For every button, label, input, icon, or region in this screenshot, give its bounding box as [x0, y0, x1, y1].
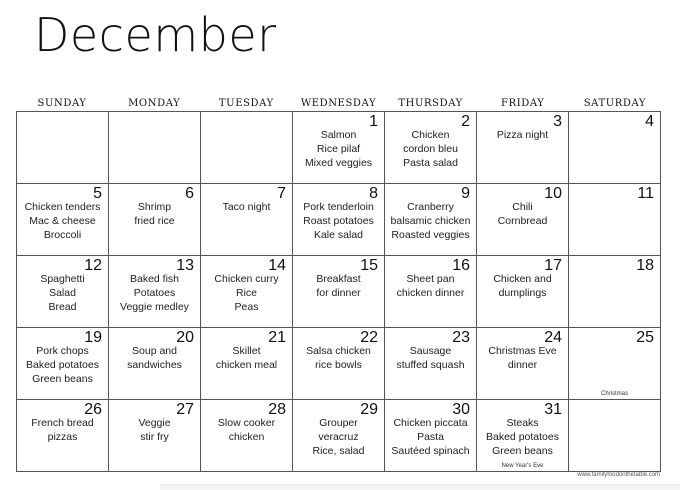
day-cell: [201, 256, 293, 328]
day-cell: [109, 184, 201, 256]
weekday-header-friday: FRIDAY: [501, 98, 545, 109]
day-cell: [201, 184, 293, 256]
meal-text: Christmas Eve dinner: [488, 345, 557, 371]
holiday-label: Christmas: [600, 391, 628, 397]
day-number: 9: [461, 185, 470, 202]
meal-text: Salsa chicken rice bowls: [306, 345, 371, 371]
meal-text: Pork tenderloin Roast potatoes Kale salad: [303, 201, 374, 241]
day-number: 23: [452, 329, 470, 346]
day-number: 21: [268, 329, 286, 346]
page-shadow: [160, 484, 680, 490]
day-cell: [17, 256, 109, 328]
day-number: 15: [360, 257, 378, 274]
day-number: 8: [369, 185, 378, 202]
day-cell: [385, 184, 477, 256]
day-number: 26: [84, 401, 102, 418]
meal-text: Baked fish Potatoes Veggie medley: [120, 273, 189, 313]
weekday-header-saturday: SATURDAY: [583, 98, 647, 109]
meal-text: Cranberry balsamic chicken Roasted veggies: [390, 201, 471, 241]
meal-text: Pizza night: [496, 129, 549, 141]
day-cell: [201, 112, 293, 184]
website-credit: www.familyfoodonthetable.com: [577, 472, 660, 478]
meal-text: Veggie stir fry: [138, 417, 171, 443]
day-number: 19: [84, 329, 102, 346]
meal-text: Chicken and dumplings: [493, 273, 552, 299]
day-number: 13: [176, 257, 194, 274]
day-cell: [17, 112, 109, 184]
day-cell: [569, 328, 661, 400]
weekday-header-thursday: THURSDAY: [398, 98, 463, 109]
weekday-header-sunday: SUNDAY: [37, 98, 87, 109]
day-number: 22: [360, 329, 378, 346]
day-cell: [477, 256, 569, 328]
day-number: 12: [84, 257, 102, 274]
weekday-header-wednesday: WEDNESDAY: [300, 98, 377, 109]
day-number: 30: [452, 401, 470, 418]
day-cell: [293, 184, 385, 256]
day-cell: [569, 256, 661, 328]
meal-text: Spaghetti Salad Bread: [40, 273, 85, 313]
meal-text: Breakfast for dinner: [316, 273, 361, 299]
weekday-header-row: [16, 96, 661, 111]
day-number: 5: [93, 185, 102, 202]
day-number: 18: [636, 257, 654, 274]
meal-text: Shrimp fried rice: [134, 201, 175, 227]
day-cell: [385, 112, 477, 184]
day-number: 3: [553, 113, 562, 130]
meal-text: Skillet chicken meal: [215, 345, 278, 371]
day-cell: [17, 328, 109, 400]
meal-text: Steaks Baked potatoes Green beans: [486, 417, 559, 457]
day-cell: [293, 112, 385, 184]
day-number: 17: [544, 257, 562, 274]
holiday-label: New Year's Eve: [501, 463, 544, 469]
calendar-title: December: [34, 8, 277, 62]
day-cell: [477, 112, 569, 184]
day-cell: [109, 256, 201, 328]
day-cell: [569, 184, 661, 256]
weekday-header-monday: MONDAY: [128, 98, 181, 109]
day-cell: [17, 184, 109, 256]
day-cell: [201, 328, 293, 400]
day-cell: [109, 400, 201, 472]
day-number: 25: [636, 329, 654, 346]
calendar-grid: [16, 96, 661, 472]
meal-text: Salmon Rice pilaf Mixed veggies: [304, 129, 373, 169]
day-number: 27: [176, 401, 194, 418]
day-cell: [477, 184, 569, 256]
meal-text: Sheet pan chicken dinner: [396, 273, 465, 299]
meal-text: Pork chops Baked potatoes Green beans: [26, 345, 99, 385]
day-cell: [569, 400, 661, 472]
day-number: 31: [544, 401, 562, 418]
meal-text: Chicken piccata Pasta Sautéed spinach: [391, 417, 470, 457]
meal-text: Chicken cordon bleu Pasta salad: [403, 129, 458, 169]
day-cell: [293, 256, 385, 328]
meal-text: Chicken curry Rice Peas: [214, 273, 279, 313]
day-cell: [385, 400, 477, 472]
day-number: 1: [369, 113, 378, 130]
day-cell: [17, 400, 109, 472]
day-number: 29: [360, 401, 378, 418]
day-cell: [477, 400, 569, 472]
day-cell: [385, 328, 477, 400]
day-cell: [201, 400, 293, 472]
day-number: 6: [185, 185, 194, 202]
meal-text: Chicken tenders Mac & cheese Broccoli: [24, 201, 101, 241]
weekday-header-tuesday: TUESDAY: [218, 98, 274, 109]
day-number: 11: [637, 185, 654, 202]
day-number: 20: [176, 329, 194, 346]
day-number: 28: [268, 401, 286, 418]
day-cell: [293, 328, 385, 400]
day-number: 4: [645, 113, 654, 130]
meal-text: Grouper veracruz Rice, salad: [312, 417, 365, 457]
day-cell: [109, 112, 201, 184]
day-cell: [477, 328, 569, 400]
day-number: 14: [268, 257, 286, 274]
meal-text: Taco night: [222, 201, 271, 213]
meal-text: Slow cooker chicken: [217, 417, 276, 443]
day-number: 24: [544, 329, 562, 346]
meal-text: Soup and sandwiches: [127, 345, 182, 371]
day-cell: [385, 256, 477, 328]
day-cell: [293, 400, 385, 472]
day-cell: [109, 328, 201, 400]
day-number: 2: [461, 113, 470, 130]
meal-text: Chili Cornbread: [497, 201, 548, 227]
day-number: 7: [277, 185, 286, 202]
day-cells: [16, 111, 661, 472]
day-number: 16: [452, 257, 470, 274]
day-number: 10: [544, 185, 562, 202]
day-cell: [569, 112, 661, 184]
meal-text: French bread pizzas: [31, 417, 94, 443]
meal-text: Sausage stuffed squash: [396, 345, 465, 371]
